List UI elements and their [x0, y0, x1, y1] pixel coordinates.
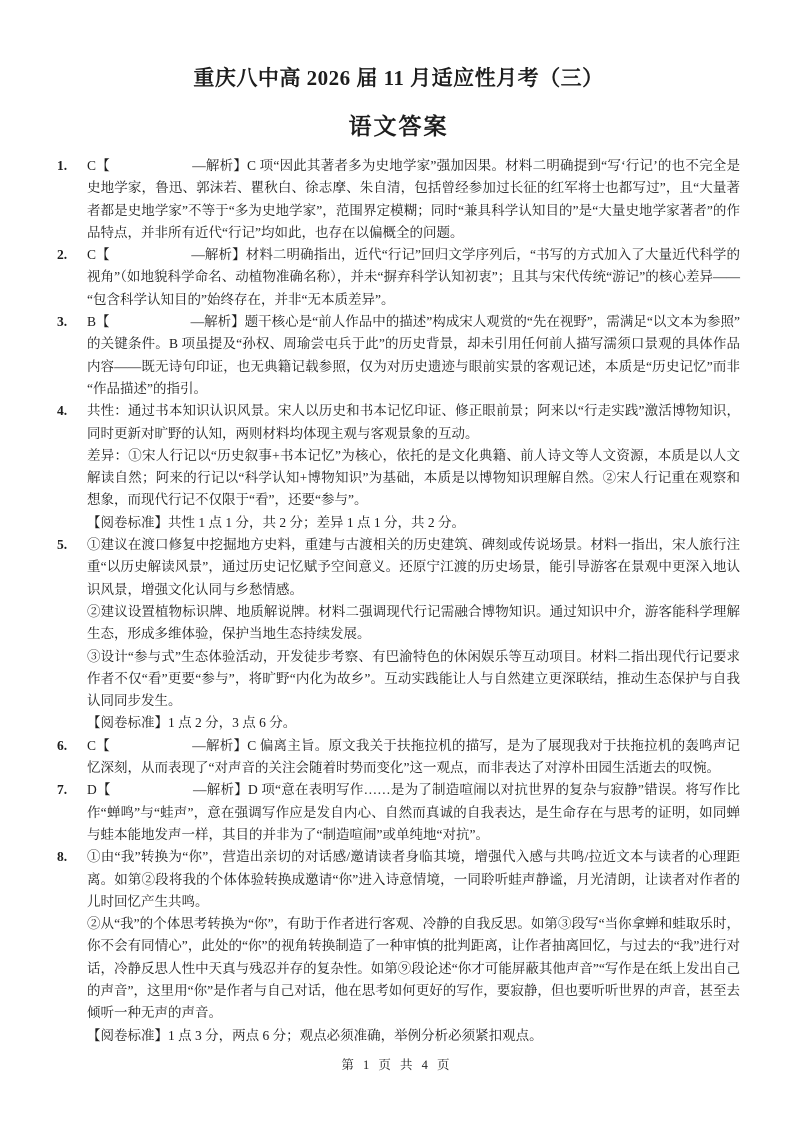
answer-paragraph: ①由“我”转换为“你”，营造出亲切的对话感/邀请读者身临其境，增强代入感与共鸣/拉近文本与读者的心理距离。如第②段将我的个体体验转换成邀请“你”进入诗意情境，一同聆听蛙声静谧，月光清朗，让读者对作者的儿时回忆产生共鸣。 — [87, 849, 740, 909]
item-body — [87, 155, 740, 244]
item-number: 2. — [57, 247, 68, 263]
item-body — [87, 400, 740, 534]
item-number: 4. — [57, 403, 68, 419]
page-number-footer: 第 1 页 共 4 页 — [341, 1058, 453, 1072]
item-body — [87, 244, 740, 311]
answer-paragraph: ③设计“参与式”生态体验活动，开发徒步考察、有巴渝特色的休闲娱乐等互动项目。材料二指出现代行记要求作者不仅“看”更要“参与”，将旷野“内化为故乡”。互动实践能让人与自然建立更深联结，推动生态保护与自我认同同步发生。 — [87, 648, 740, 709]
answer-item — [57, 244, 740, 311]
item-number: 7. — [57, 782, 68, 798]
answer-paragraph: ②建议设置植物标识牌、地质解说牌。材料二强调现代行记需融合博物知识。通过知识中介，游客能科学理解生态，形成多维体验，保护当地生态持续发展。 — [87, 603, 740, 642]
item-body — [87, 846, 740, 1047]
item-number: 1. — [57, 158, 68, 173]
item-number: 3. — [57, 314, 68, 330]
answer-item — [57, 311, 740, 400]
answer-paragraph: D【 —解析】D 项“意在表明写作……是为了制造喧闹以对抗世界的复杂与寂静”错误。将写作比作“蝉鸣”与“蛙声”，意在强调写作应是发自内心、自然而真诚的自我表达，是生命存在与思考的证明，如同蝉与蛙本能地发声一样，其目的并非为了“制造喧闹”或单纯地“对抗”。 — [87, 782, 740, 842]
item-body — [87, 311, 740, 400]
answer-item — [57, 155, 740, 244]
item-body — [87, 779, 740, 846]
item-number: 5. — [57, 537, 68, 553]
doc-title: 重庆八中高 2026 届 11 月适应性月考（三） — [193, 66, 604, 90]
answer-paragraph: 【阅卷标准】1 点 3 分，两点 6 分；观点必须准确，举例分析必须紧扣观点。 — [87, 1027, 543, 1043]
answer-paragraph: C【 —解析】C 偏离主旨。原文我关于扶拖拉机的描写，是为了展现我对于扶拖拉机的轰鸣声记忆深刻，从而表现了“对声音的关注会随着时势而变化”这一观点，而非表达了对淳朴田园生活逝去的叹惋。 — [87, 737, 740, 776]
answer-item — [57, 534, 740, 735]
answer-paragraph: ①建议在渡口修复中挖掘地方史料，重建与古渡相关的历史建筑、碑刻或传说场景。材料一指出，宋人旅行注重“以历史解读风景”，通过历史记忆赋予空间意义。还原宁江渡的历史场景，能引导游客在景观中更深入地认识风景，增强文化认同与乡愁情感。 — [87, 537, 740, 597]
item-number: 6. — [57, 737, 68, 753]
answer-paragraph: B【 —解析】题干核心是“前人作品中的描述”构成宋人观赏的“先在视野”，需满足“以文本为参照”的关键条件。B 项虽提及“孙权、周瑜尝屯兵于此”的历史背景，却未引用任何前人描写濡须口景观的具体作品内容——既无诗句印证，也无典籍记载参照，仅为对历史遗迹与眼前实景的客观记述，本质是“历史记忆”而非“作品描述”的指引。 — [87, 314, 740, 396]
answer-paragraph: ②从“我”的个体思考转换为“你”，有助于作者进行客观、冷静的自我反思。如第③段写“当你拿蝉和蛙取乐时，你不会有同情心”，此处的“你”的视角转换制造了一种审慎的批判距离，让作者抽离回忆，与过去的“我”进行对话，冷静反思人性中天真与残忍并存的复杂性。如第⑨段论述“你才可能屏蔽其他声音”“写作是在纸上发出自己的声音”，这里用“你”是作者与自己对话，他在思考如何更好的写作，要寂静，但也要听听世界的声音，甚至去倾听一种无声的声音。 — [87, 916, 740, 1021]
answer-paragraph: 【阅卷标准】共性 1 点 1 分，共 2 分；差异 1 点 1 分，共 2 分。 — [87, 514, 465, 530]
item-body — [87, 735, 740, 780]
answer-item — [57, 779, 740, 846]
doc-subtitle: 语文答案 — [348, 114, 449, 139]
answer-paragraph: 差异：①宋人行记以“历史叙事+书本记忆”为核心，依托的是文化典籍、前人诗文等人文资源，本质是以人文解读自然；阿来的行记以“科学认知+博物知识”为基础，本质是以博物知识理解自然。②宋人行记重在观察和想象，而现代行记不仅限于“看”，还要“参与”。 — [87, 447, 740, 508]
answer-item — [57, 846, 740, 1047]
item-number: 8. — [57, 849, 68, 865]
answer-paragraph: C【 —解析】C 项“因此其著者多为史地学家”强加因果。材料二明确提到“写‘行记’的也不完全是史地学家，鲁迅、郭沫若、瞿秋白、徐志摩、朱自清，包括曾经参加过长征的红军将士也都写过”，且“大量著者都是史地学家”不等于“多为史地学家”，范围界定模糊；同时“兼具科学认知目的”是“大量史地学家著者”的作品特点，并非所有近代“行记”均如此，也存在以偏概全的问题。 — [87, 158, 740, 240]
answer-item — [57, 735, 740, 780]
answer-paragraph: 【阅卷标准】1 点 2 分，3 点 6 分。 — [87, 715, 297, 731]
answer-paragraph: 共性：通过书本知识认识风景。宋人以历史和书本记忆印证、修正眼前景；阿来以“行走实践”激活博物知识，同时更新对旷野的认知，两则材料均体现主观与客观景象的互动。 — [87, 403, 740, 441]
item-body — [87, 534, 740, 735]
answer-paragraph: C【 —解析】材料二明确指出，近代“行记”回归文学序列后，“书写的方式加入了大量近代科学的视角”（如地貌科学命名、动植物准确名称），并未“摒弃科学认知初衷”；且其与宋代传统“游记”的核心差异——“包含科学认知目的”始终存在，并非“无本质差异”。 — [87, 247, 740, 307]
answer-list — [57, 155, 740, 1047]
answer-item — [57, 400, 740, 534]
